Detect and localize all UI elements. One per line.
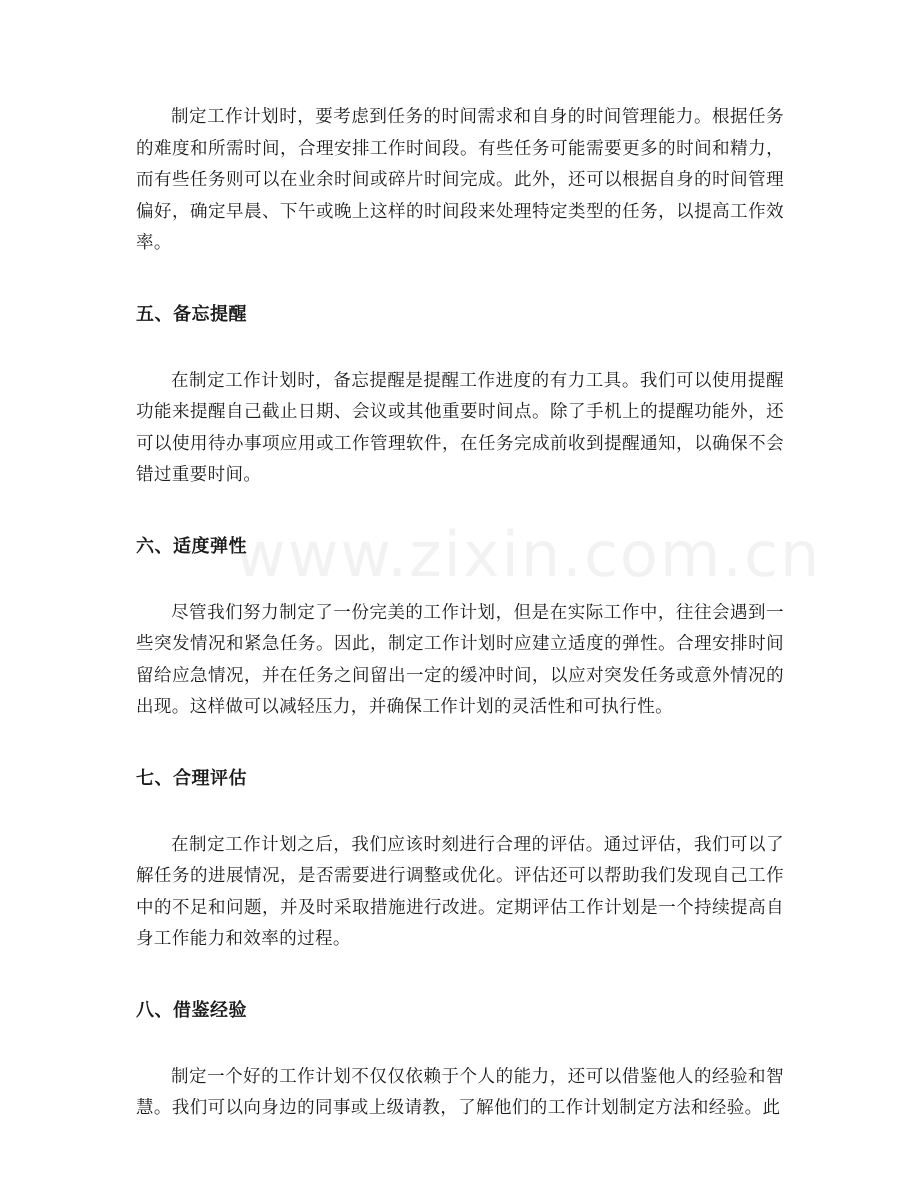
section-heading-experience: 八、借鉴经验 bbox=[136, 999, 247, 1021]
section-heading-flexibility: 六、适度弹性 bbox=[136, 535, 247, 557]
document-body bbox=[136, 102, 784, 1165]
section-heading-evaluation: 七、合理评估 bbox=[136, 767, 247, 789]
watermark-text: www.zixin.com.cn bbox=[235, 518, 822, 591]
section-heading-reminders: 五、备忘提醒 bbox=[136, 303, 247, 325]
paragraph-experience: 制定一个好的工作计划不仅仅依赖于个人的能力，还可以借鉴他人的经验和智慧。我们可以向身边的同事或上级请教，了解他们的工作计划制定方法和经验。此 bbox=[136, 1066, 784, 1118]
paragraph-flexibility: 尽管我们努力制定了一份完美的工作计划，但是在实际工作中，往往会遇到一些突发情况和紧急任务。因此，制定工作计划时应建立适度的弹性。合理安排时间留给应急情况，并在任务之间留出一定的缓冲时间，以应对突发任务或意外情况的出现。这样做可以减轻压力，并确保工作计划的灵活性和可执行性。 bbox=[136, 602, 784, 717]
paragraph-reminders: 在制定工作计划时，备忘提醒是提醒工作进度的有力工具。我们可以使用提醒功能来提醒自己截止日期、会议或其他重要时间点。除了手机上的提醒功能外，还可以使用待办事项应用或工作管理软件，在任务完成前收到提醒通知，以确保不会错过重要时间。 bbox=[136, 370, 784, 485]
paragraph-time-management: 制定工作计划时，要考虑到任务的时间需求和自身的时间管理能力。根据任务的难度和所需时间，合理安排工作时间段。有些任务可能需要更多的时间和精力，而有些任务则可以在业余时间或碎片时间完成。此外，还可以根据自身的时间管理偏好，确定早晨、下午或晚上这样的时间段来处理特定类型的任务，以提高工作效率。 bbox=[136, 107, 784, 253]
paragraph-evaluation: 在制定工作计划之后，我们应该时刻进行合理的评估。通过评估，我们可以了解任务的进展情况，是否需要进行调整或优化。评估还可以帮助我们发现自己工作中的不足和问题，并及时采取措施进行改进。定期评估工作计划是一个持续提高自身工作能力和效率的过程。 bbox=[136, 834, 784, 949]
